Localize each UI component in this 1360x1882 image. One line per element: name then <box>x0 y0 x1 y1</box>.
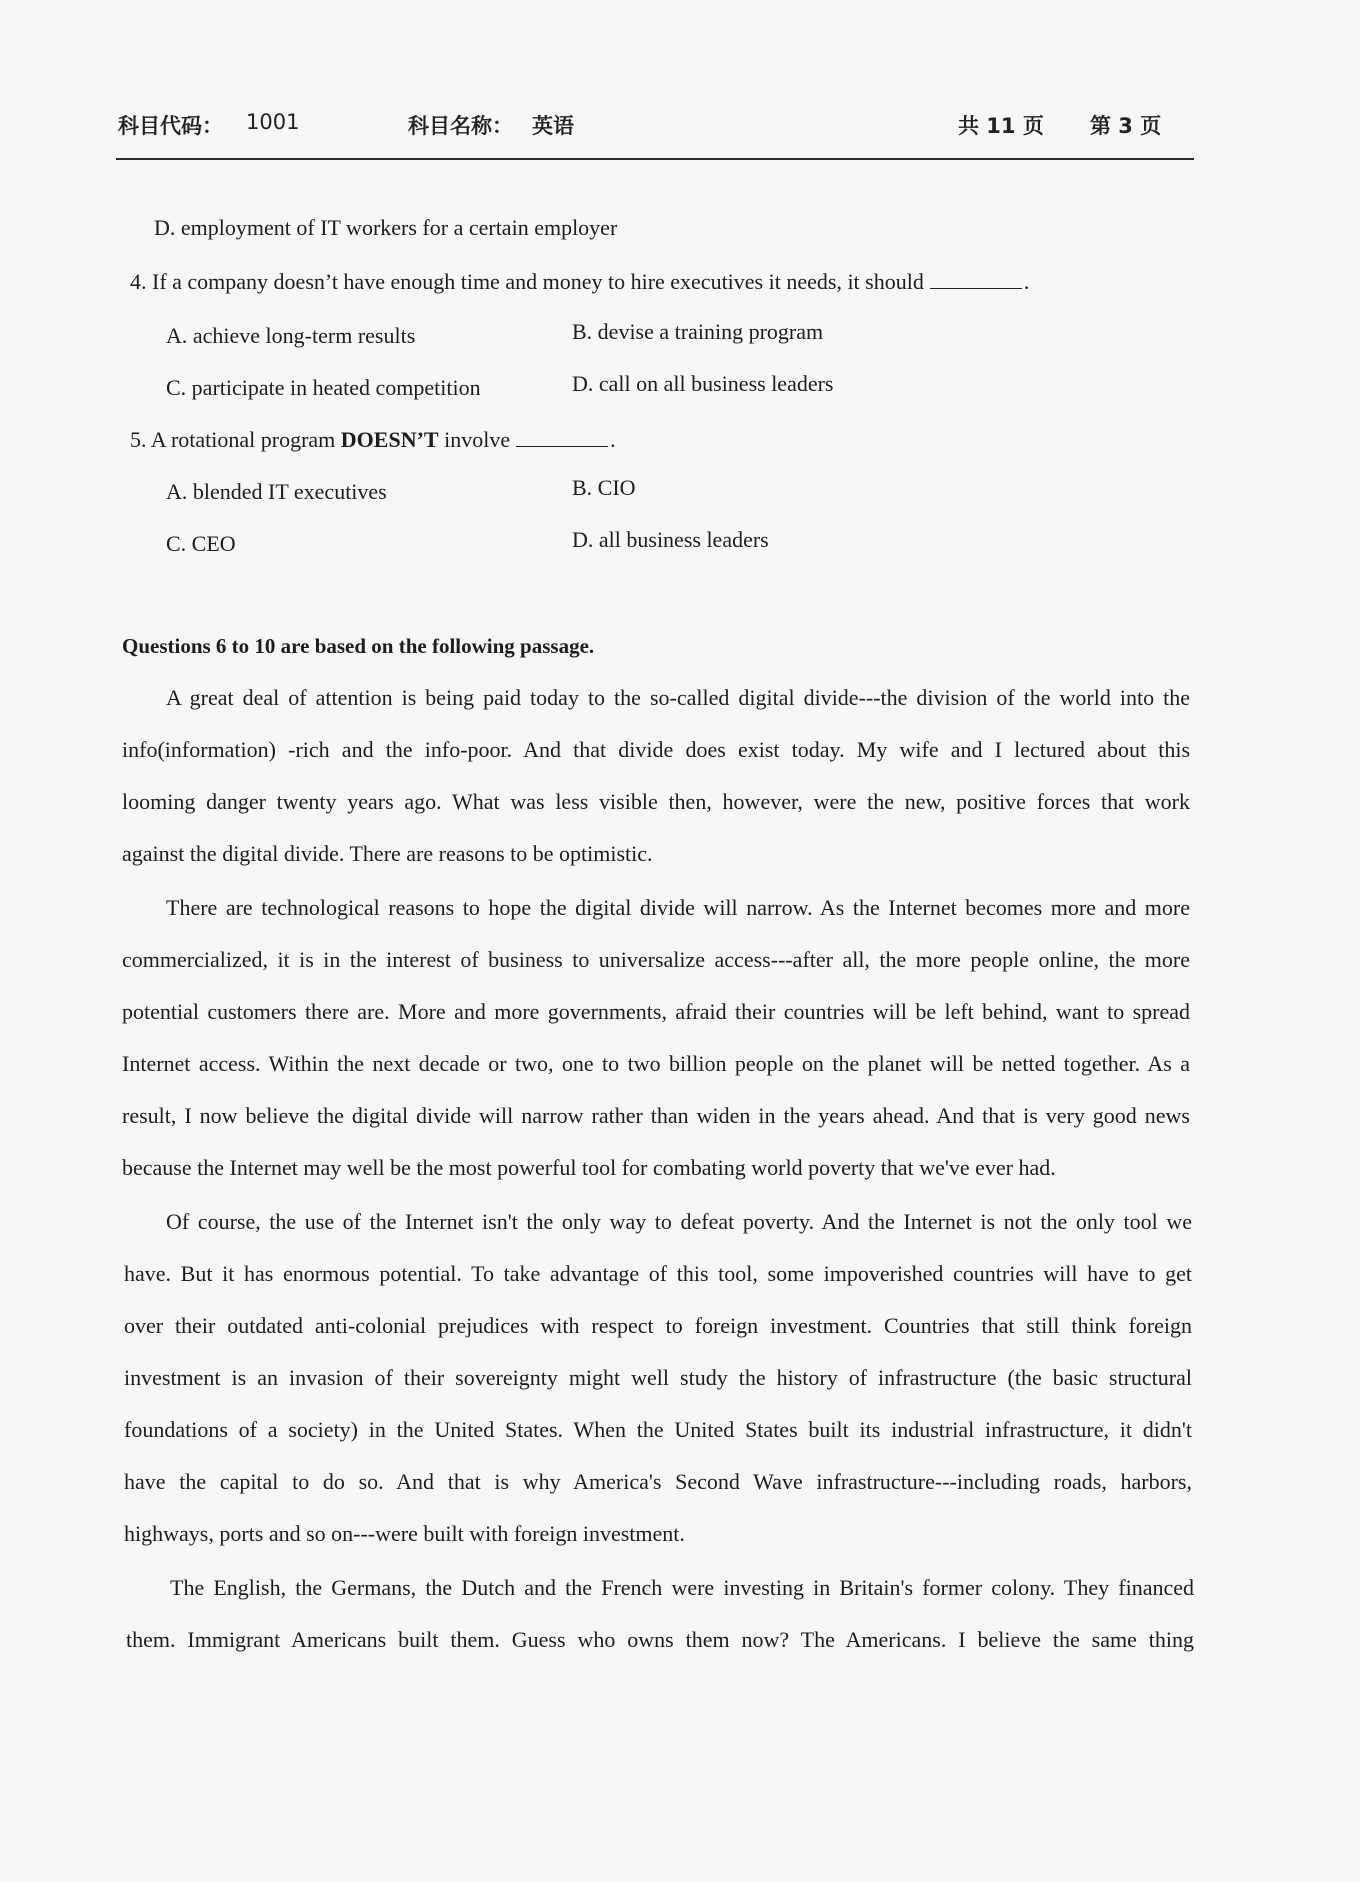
passage-line: A great deal of attention is being paid today to the so-called digital divide---the division of the world into the <box>166 685 1190 710</box>
q5-stem-after: involve <box>444 427 511 452</box>
passage-line: highways, ports and so on---were built with foreign investment. <box>124 1521 685 1546</box>
header-divider <box>116 158 1194 160</box>
passage-line: because the Internet may well be the most powerful tool for combating world poverty that we've ever had. <box>122 1155 1056 1180</box>
q4-stem: 4. If a company doesn’t have enough time and money to hire executives it needs, it should <box>130 269 924 294</box>
subject-code-label: 科目代码： <box>118 114 223 138</box>
passage-line: Internet access. Within the next decade or two, one to two billion people on the planet will be netted together. As a <box>122 1051 1190 1076</box>
q5-option-a: A. blended IT executives <box>166 479 387 504</box>
q5-option-b: B. CIO <box>572 475 636 500</box>
passage-line: over their outdated anti-colonial prejudices with respect to foreign investment. Countries that still think foreign <box>124 1313 1192 1338</box>
q4-option-b: B. devise a training program <box>572 319 824 344</box>
q5-option-c: C. CEO <box>166 531 236 556</box>
q4-option-c: C. participate in heated competition <box>166 375 481 400</box>
passage-line: against the digital divide. There are reasons to be optimistic. <box>122 841 653 866</box>
subject-name-value: 英语 <box>532 114 574 138</box>
question-5 <box>130 426 616 454</box>
q5-answer-blank <box>516 428 608 447</box>
passage-line: The English, the Germans, the Dutch and the French were investing in Britain's former colony. They financed <box>170 1575 1194 1600</box>
section-heading: Questions 6 to 10 are based on the following passage. <box>122 634 595 658</box>
q5-stem-emphasis: DOESN’T <box>340 427 439 452</box>
passage-line: them. Immigrant Americans built them. Guess who owns them now? The Americans. I believe the same thing <box>126 1627 1194 1652</box>
q5-option-d: D. all business leaders <box>572 527 769 552</box>
q4-option-a: A. achieve long-term results <box>166 323 416 348</box>
q3-option-d: D. employment of IT workers for a certain employer <box>154 215 618 240</box>
subject-code-value: 1001 <box>246 110 300 134</box>
q4-end: . <box>1023 269 1030 294</box>
q5-stem-before: 5. A rotational program <box>130 427 336 452</box>
q5-end: . <box>610 427 616 452</box>
passage-line: Of course, the use of the Internet isn't the only way to defeat poverty. And the Internet is not the only tool we <box>166 1209 1192 1234</box>
page-header <box>118 104 1192 140</box>
passage-line: foundations of a society) in the United States. When the United States built its industrial infrastructure, it didn't <box>124 1417 1192 1442</box>
total-pages: 共 11 页 <box>958 114 1044 138</box>
q4-answer-blank <box>930 270 1022 289</box>
question-4 <box>130 268 1029 296</box>
passage-line: have the capital to do so. And that is why America's Second Wave infrastructure---including roads, harbors, <box>124 1469 1192 1494</box>
passage-line: commercialized, it is in the interest of business to universalize access---after all, the more people online, the more <box>122 947 1190 972</box>
passage-line: potential customers there are. More and more governments, afraid their countries will be left behind, want to spread <box>122 999 1190 1024</box>
passage-line: result, I now believe the digital divide will narrow rather than widen in the years ahead. And that is very good news <box>122 1103 1190 1128</box>
passage-line: have. But it has enormous potential. To take advantage of this tool, some impoverished countries will have to get <box>124 1261 1192 1286</box>
passage-line: investment is an invasion of their sovereignty might well study the history of infrastructure (the basic structural <box>124 1365 1192 1390</box>
passage-line: info(information) -rich and the info-poor. And that divide does exist today. My wife and I lectured about this <box>122 737 1190 762</box>
subject-name-label: 科目名称： <box>408 114 513 138</box>
page-number: 第 3 页 <box>1090 114 1162 138</box>
passage-line: There are technological reasons to hope the digital divide will narrow. As the Internet becomes more and more <box>166 895 1190 920</box>
q4-option-d: D. call on all business leaders <box>572 371 834 396</box>
passage-line: looming danger twenty years ago. What was less visible then, however, were the new, positive forces that work <box>122 789 1190 814</box>
